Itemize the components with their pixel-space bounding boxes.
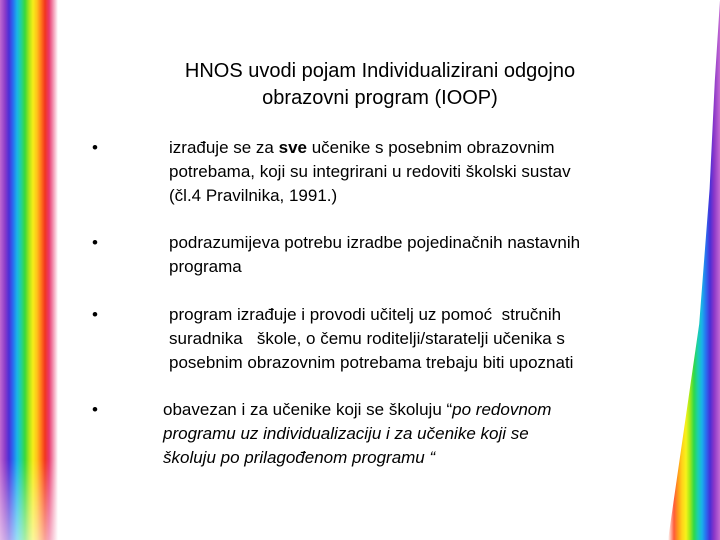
bullet-text-3 <box>169 303 659 375</box>
bullet-text-2 <box>169 231 659 279</box>
bullet-3-line-3: posebnim obrazovnim potrebama trebaju biti upoznati <box>169 353 574 372</box>
title-line-2: obrazovni program (IOOP) <box>262 87 498 109</box>
bullet-text-4 <box>163 398 653 470</box>
bullet-4-line-1-italic: po redovnom <box>452 400 552 419</box>
bullet-1-line-2: potrebama, koji su integrirani u redoviti školski sustav <box>169 162 571 181</box>
bullet-1-emphasis: sve <box>278 138 307 157</box>
rainbow-border-right <box>668 0 720 540</box>
bullet-1-line-1 <box>169 136 659 160</box>
bullet-4-line-1-pre: obavezan i za učenike koji se školuju “ <box>163 400 453 419</box>
rainbow-border-left <box>0 0 58 540</box>
bullet-2-line-2: programa <box>169 257 242 276</box>
bullet-3-line-1: program izrađuje i provodi učitelj uz pomoć stručnih <box>169 305 562 324</box>
bullet-icon: • <box>92 400 98 419</box>
bullet-4-line-1 <box>163 398 653 422</box>
bullet-icon: • <box>92 138 98 157</box>
bullet-2-line-1: podrazumijeva potrebu izradbe pojedinačnih nastavnih <box>169 233 581 252</box>
bullet-icon: • <box>92 233 98 252</box>
bullet-1-line-1-post: učenike s posebnim obrazovnim <box>307 138 555 157</box>
bullet-4-line-2: programu uz individualizaciju i za učenike koji se <box>163 424 529 443</box>
bullet-1-line-3: (čl.4 Pravilnika, 1991.) <box>169 186 338 205</box>
bullet-icon: • <box>92 305 98 324</box>
bullet-4-line-3: školuju po prilagođenom programu “ <box>163 448 436 467</box>
bullet-text-1 <box>169 136 659 208</box>
bullet-3-line-2: suradnika škole, o čemu roditelji/staratelji učenika s <box>169 329 565 348</box>
title-line-1: HNOS uvodi pojam Individualizirani odgojno <box>184 60 576 82</box>
slide-title <box>110 58 650 112</box>
bullet-1-line-1-pre: izrađuje se za <box>169 138 279 157</box>
